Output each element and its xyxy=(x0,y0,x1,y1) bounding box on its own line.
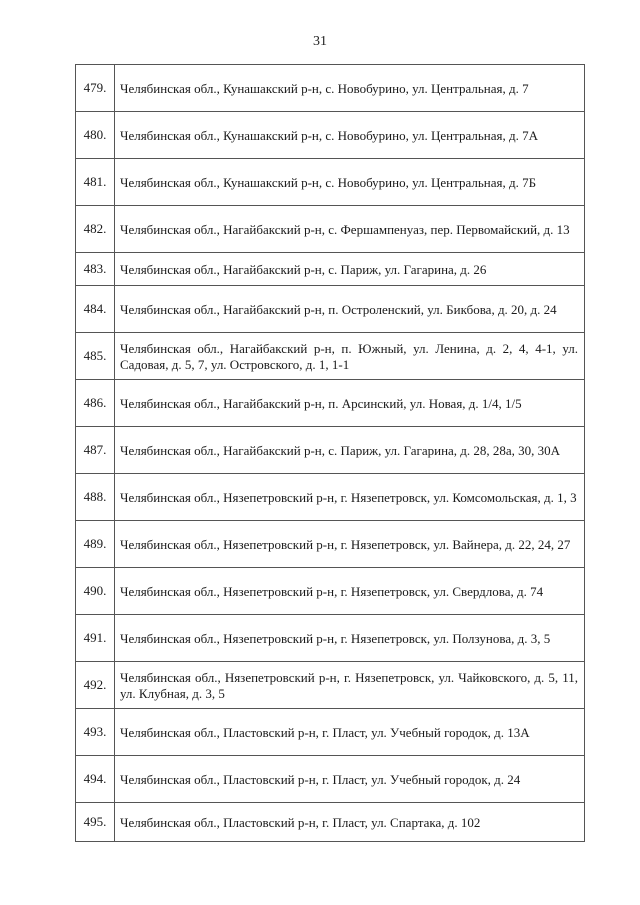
row-number: 488. xyxy=(76,474,115,521)
table-row xyxy=(76,380,585,427)
row-address: Челябинская обл., Нязепетровский р-н, г. Нязепетровск, ул. Комсомольская, д. 1, 3 xyxy=(115,474,585,521)
row-address: Челябинская обл., Кунашакский р-н, с. Новобурино, ул. Центральная, д. 7А xyxy=(115,112,585,159)
row-address: Челябинская обл., Нязепетровский р-н, г. Нязепетровск, ул. Вайнера, д. 22, 24, 27 xyxy=(115,521,585,568)
row-number: 492. xyxy=(76,662,115,709)
row-number: 481. xyxy=(76,159,115,206)
row-number: 486. xyxy=(76,380,115,427)
row-number: 479. xyxy=(76,65,115,112)
row-address: Челябинская обл., Нязепетровский р-н, г. Нязепетровск, ул. Ползунова, д. 3, 5 xyxy=(115,615,585,662)
row-address: Челябинская обл., Кунашакский р-н, с. Новобурино, ул. Центральная, д. 7 xyxy=(115,65,585,112)
row-number: 480. xyxy=(76,112,115,159)
row-address: Челябинская обл., Пластовский р-н, г. Пласт, ул. Спартака, д. 102 xyxy=(115,803,585,842)
address-table xyxy=(75,64,585,842)
table-row xyxy=(76,615,585,662)
table-row xyxy=(76,112,585,159)
row-address: Челябинская обл., Пластовский р-н, г. Пласт, ул. Учебный городок, д. 13А xyxy=(115,709,585,756)
row-number: 493. xyxy=(76,709,115,756)
row-address: Челябинская обл., Нагайбакский р-н, с. Париж, ул. Гагарина, д. 28, 28а, 30, 30А xyxy=(115,427,585,474)
table-row xyxy=(76,206,585,253)
table-row xyxy=(76,65,585,112)
row-number: 483. xyxy=(76,253,115,286)
table-row xyxy=(76,568,585,615)
row-address: Челябинская обл., Нагайбакский р-н, п. Арсинский, ул. Новая, д. 1/4, 1/5 xyxy=(115,380,585,427)
row-number: 487. xyxy=(76,427,115,474)
table-row xyxy=(76,286,585,333)
page-number: 31 xyxy=(313,34,327,49)
row-address: Челябинская обл., Кунашакский р-н, с. Новобурино, ул. Центральная, д. 7Б xyxy=(115,159,585,206)
row-number: 491. xyxy=(76,615,115,662)
row-number: 484. xyxy=(76,286,115,333)
table-row xyxy=(76,474,585,521)
table-row xyxy=(76,756,585,803)
table-row xyxy=(76,333,585,380)
table-row xyxy=(76,709,585,756)
row-number: 494. xyxy=(76,756,115,803)
table-row xyxy=(76,159,585,206)
table-row xyxy=(76,662,585,709)
row-address: Челябинская обл., Нагайбакский р-н, с. Париж, ул. Гагарина, д. 26 xyxy=(115,253,585,286)
row-number: 482. xyxy=(76,206,115,253)
table-row xyxy=(76,803,585,842)
table-row xyxy=(76,427,585,474)
row-address: Челябинская обл., Нагайбакский р-н, с. Фершампенуаз, пер. Первомайский, д. 13 xyxy=(115,206,585,253)
table-row xyxy=(76,253,585,286)
row-address: Челябинская обл., Пластовский р-н, г. Пласт, ул. Учебный городок, д. 24 xyxy=(115,756,585,803)
table-row xyxy=(76,521,585,568)
row-number: 490. xyxy=(76,568,115,615)
row-address: Челябинская обл., Нязепетровский р-н, г. Нязепетровск, ул. Чайковского, д. 5, 11, ул. Клубная, д. 3, 5 xyxy=(115,662,585,709)
row-number: 489. xyxy=(76,521,115,568)
row-address: Челябинская обл., Нагайбакский р-н, п. Остроленский, ул. Бикбова, д. 20, д. 24 xyxy=(115,286,585,333)
row-address: Челябинская обл., Нязепетровский р-н, г. Нязепетровск, ул. Свердлова, д. 74 xyxy=(115,568,585,615)
row-number: 495. xyxy=(76,803,115,842)
row-number: 485. xyxy=(76,333,115,380)
row-address: Челябинская обл., Нагайбакский р-н, п. Южный, ул. Ленина, д. 2, 4, 4-1, ул. Садовая, д. 5, 7, ул. Островского, д. 1, 1-1 xyxy=(115,333,585,380)
